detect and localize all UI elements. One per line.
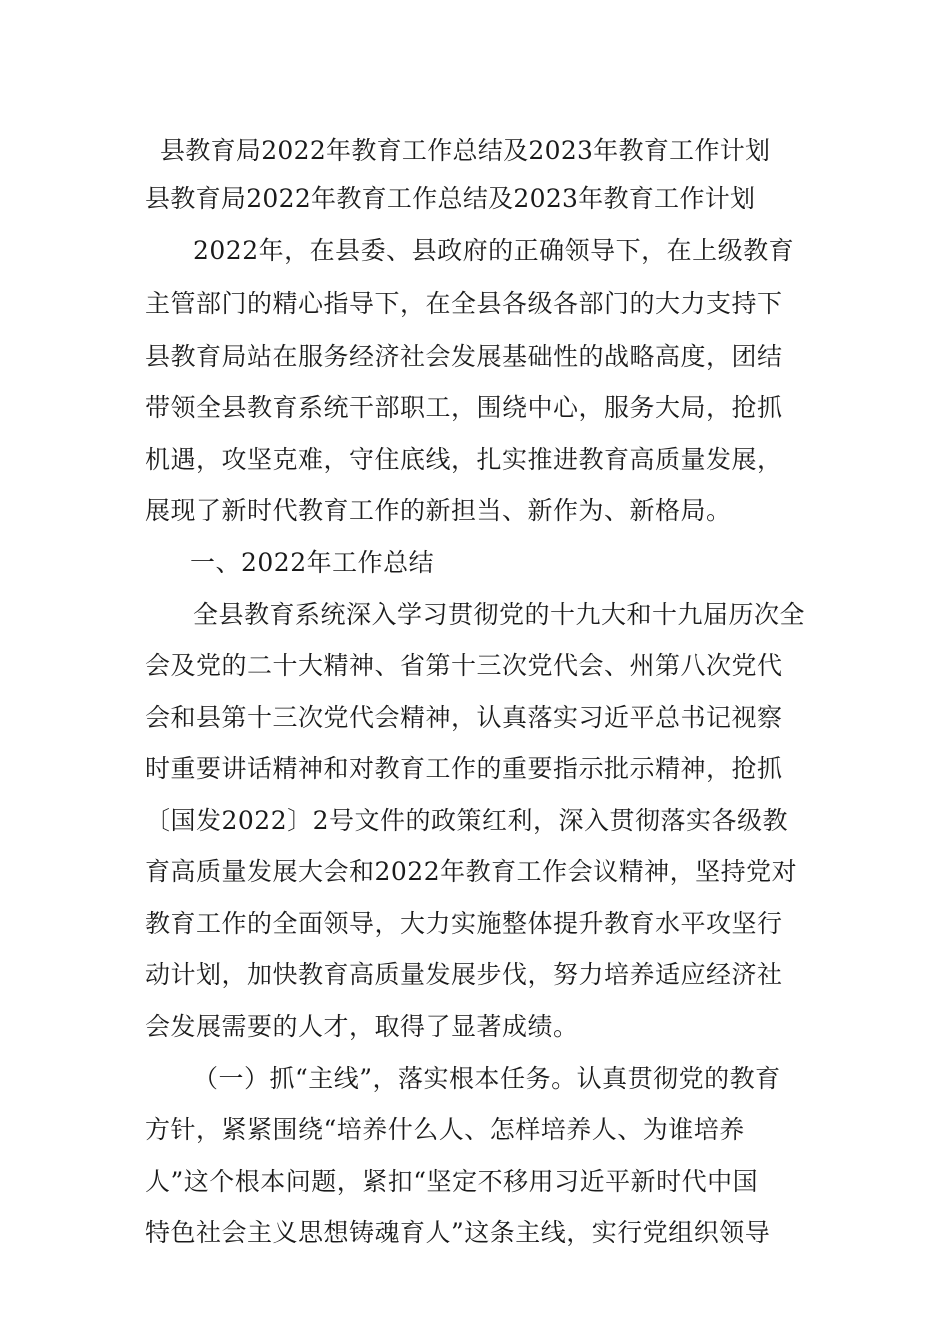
item1-paragraph-line: 人”这个根本问题，紧扣“坚定不移用习近平新时代中国	[145, 1167, 759, 1196]
item1-paragraph-line: 方针，紧紧围绕“培养什么人、怎样培养人、为谁培养	[145, 1115, 745, 1144]
summary-paragraph-line: 教育工作的全面领导，大力实施整体提升教育水平攻坚行	[145, 909, 783, 938]
intro-paragraph-line: 2022年，在县委、县政府的正确领导下，在上级教育	[193, 236, 795, 265]
intro-paragraph-line: 带领全县教育系统干部职工，围绕中心，服务大局，抢抓	[145, 393, 783, 422]
summary-paragraph-line: 会和县第十三次党代会精神，认真落实习近平总书记视察	[145, 703, 783, 732]
document-title: 县教育局2022年教育工作总结及2023年教育工作计划	[160, 136, 771, 165]
intro-paragraph-line: 县教育局站在服务经济社会发展基础性的战略高度，团结	[145, 342, 783, 371]
intro-paragraph-line: 展现了新时代教育工作的新担当、新作为、新格局。	[145, 496, 732, 525]
summary-paragraph-line: 全县教育系统深入学习贯彻党的十九大和十九届历次全	[193, 600, 806, 629]
intro-paragraph-line: 主管部门的精心指导下，在全县各级各部门的大力支持下	[145, 289, 783, 318]
document-title-repeat: 县教育局2022年教育工作总结及2023年教育工作计划	[145, 184, 756, 213]
summary-paragraph-line: 动计划，加快教育高质量发展步伐，努力培养适应经济社	[145, 960, 783, 989]
section-heading: 一、2022年工作总结	[190, 548, 435, 577]
summary-paragraph-line: 时重要讲话精神和对教育工作的重要指示批示精神，抢抓	[145, 754, 783, 783]
summary-paragraph-line: 〔国发2022〕2号文件的政策红利，深入贯彻落实各级教	[145, 806, 789, 835]
intro-paragraph-line: 机遇，攻坚克难，守住底线，扎实推进教育高质量发展，	[145, 445, 783, 474]
summary-paragraph-line: 会发展需要的人才，取得了显著成绩。	[145, 1012, 579, 1041]
summary-paragraph-line: 会及党的二十大精神、省第十三次党代会、州第八次党代	[145, 651, 783, 680]
summary-paragraph-line: 育高质量发展大会和2022年教育工作会议精神，坚持党对	[145, 857, 798, 886]
item1-paragraph-line: （一）抓“主线”，落实根本任务。认真贯彻党的教育	[193, 1064, 781, 1093]
item1-paragraph-line: 特色社会主义思想铸魂育人”这条主线，实行党组织领导	[145, 1218, 771, 1247]
